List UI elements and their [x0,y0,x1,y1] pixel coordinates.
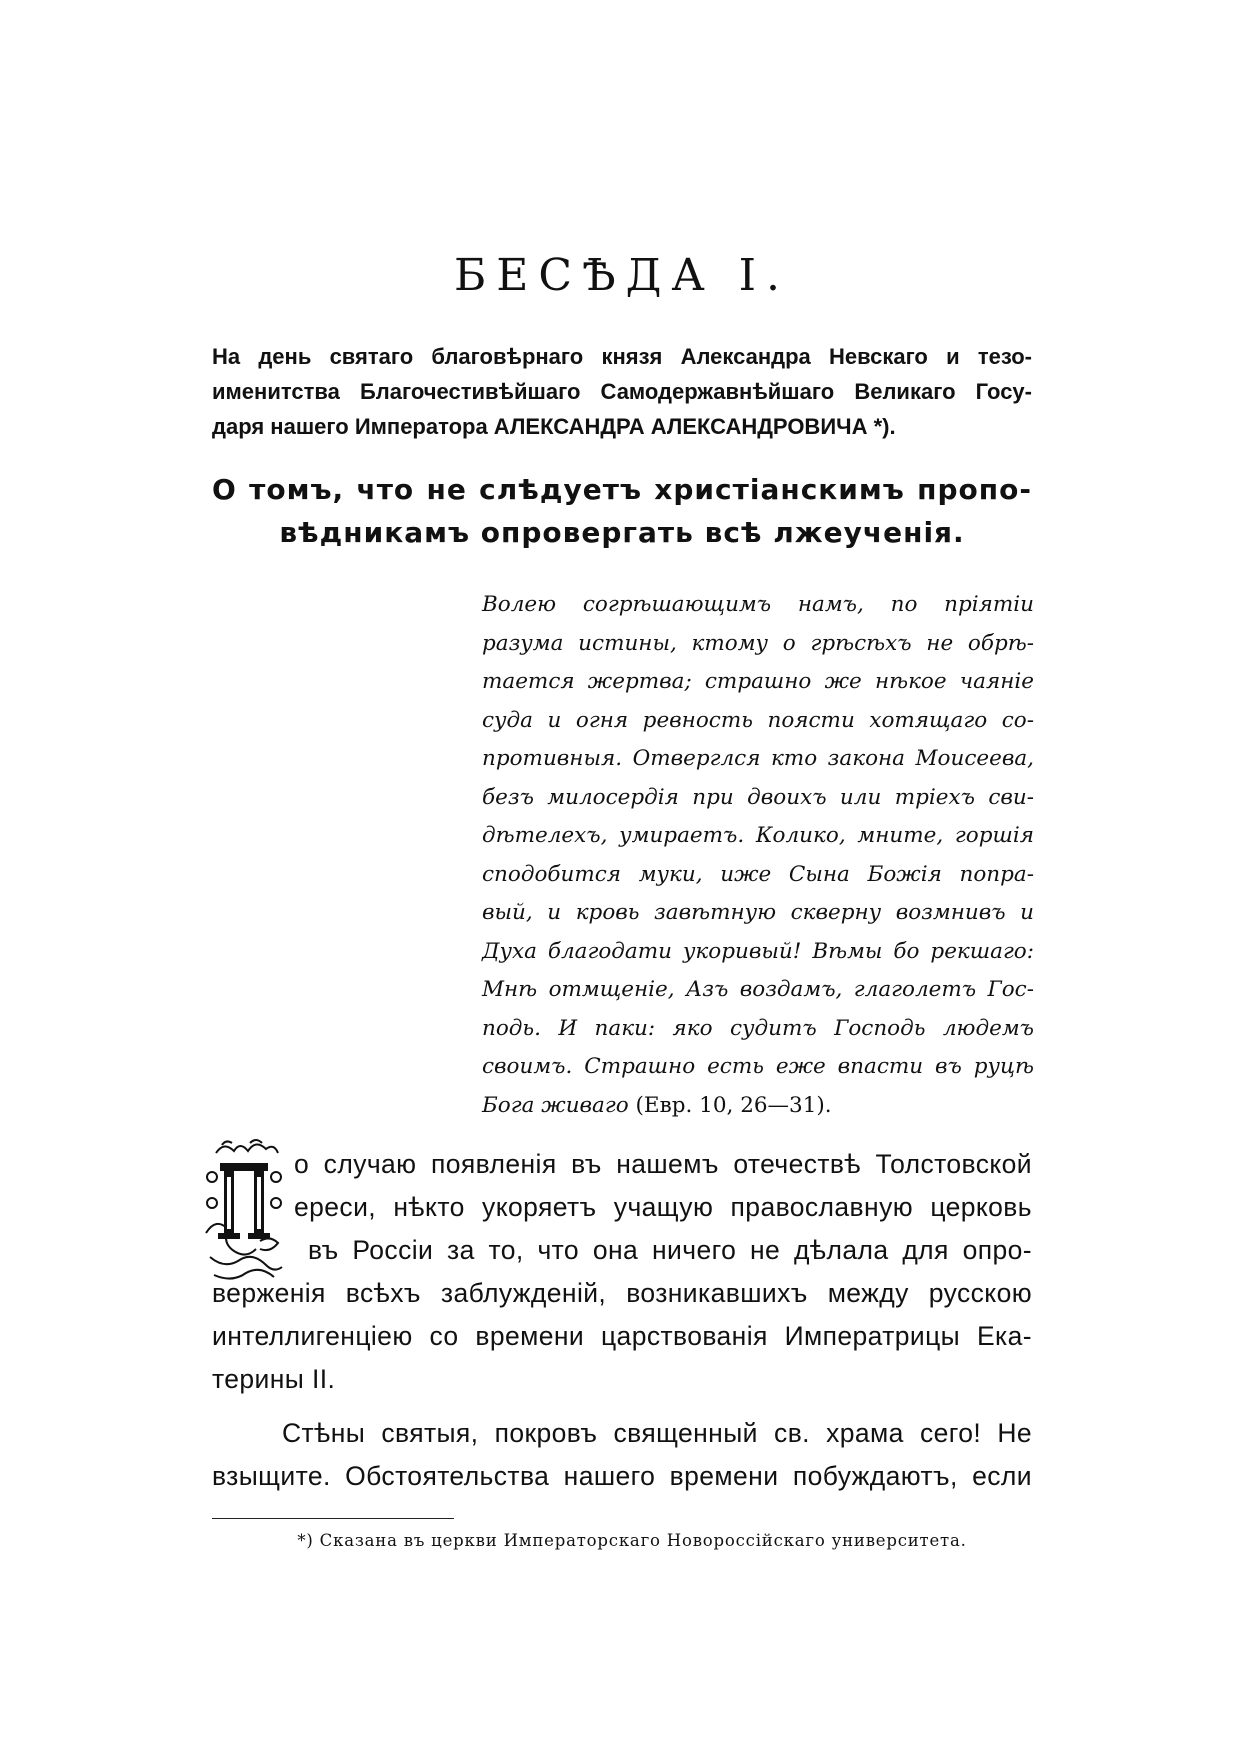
epigraph [482,586,1034,1125]
epigraph-line: Мнѣ отмщеніе, Азъ воздамъ, глаголетъ Гос- [482,977,1034,1002]
ornamental-initial-icon [202,1137,286,1287]
page [212,250,1032,1550]
epigraph-line: вый, и кровь завѣтную скверну возмнивъ и [482,900,1034,925]
footnote: *) Сказана въ церкви Императорскаго Новороссійскаго университета. [297,1531,967,1550]
paragraph-line: верженія всѣхъ заблужденій, возникавшихъ между русскою [212,1278,1032,1308]
epigraph-line: противныя. Отверглся кто закона Моисеева, [482,746,1034,771]
epigraph-line-text: Бога живаго [482,1092,629,1118]
epigraph-line: тается жертва; страшно же нѣкое чаяніе [482,669,1034,694]
epigraph-line: разума истины, ктому о грѣсѣхъ не обрѣ- [482,630,1034,656]
scripture-reference: (Евр. 10, 26—31). [635,1092,832,1118]
epigraph-line: Волею согрѣшающимъ намъ, по пріятіи [482,592,1034,617]
paragraph [212,1143,1032,1401]
theme-line: О томъ, что не слѣдуетъ христіанскимъ пропо- [212,473,1032,506]
theme-line: вѣдникамъ опровергать всѣ лжеученія. [279,516,965,549]
paragraph-line: о случаю появленія въ нашемъ отечествѣ Толстовской [294,1149,1032,1179]
paragraph-line: ереси, нѣкто укоряетъ учащую православную церковь [294,1192,1032,1222]
occasion-line: даря нашего Императора АЛЕКСАНДРА АЛЕКСАНДРОВИЧА *). [212,414,896,439]
epigraph-line: подь. И паки: яко судитъ Господь людемъ [482,1015,1034,1041]
epigraph-line: сподобится муки, иже Сына Божія попра- [482,861,1034,887]
paragraph-line: взыщите. Обстоятельства нашего времени побуждаютъ, если [212,1461,1032,1491]
footnote-divider [212,1518,454,1519]
page-title: БЕСѢДА I. [453,250,791,301]
occasion-line: На день святаго благовѣрнаго князя Александра Невскаго и тезо- [212,344,1032,369]
epigraph-line: безъ милосердія при двоихъ или тріехъ сви- [482,784,1034,810]
epigraph-line: своимъ. Страшно есть еже впасти въ руцѣ [482,1054,1034,1079]
paragraph-line: терины II. [212,1364,336,1394]
paragraph [212,1412,1032,1498]
sermon-theme [212,468,1032,554]
epigraph-last-line [482,1087,1034,1126]
occasion-line: именитства Благочестивѣйшаго Самодержавнѣйшаго Великаго Госу- [212,379,1032,404]
paragraph-line: Стѣны святыя, покровъ священный св. храма сего! Не [282,1418,1032,1448]
epigraph-line: Духа благодати укоривый! Вѣмы бо рекшаго: [482,938,1034,964]
paragraph-line: интеллигенціею со времени царствованія Императрицы Ека- [212,1321,1032,1351]
paragraph-line: въ Россіи за то, что она ничего не дѣлала для опро- [308,1235,1032,1265]
sermon-body [212,1143,1032,1498]
sermon-occasion [212,339,1032,444]
epigraph-line: дѣтелехъ, умираетъ. Колико, мните, горшія [482,823,1034,848]
epigraph-line: суда и огня ревность поясти хотящаго со- [482,707,1034,733]
